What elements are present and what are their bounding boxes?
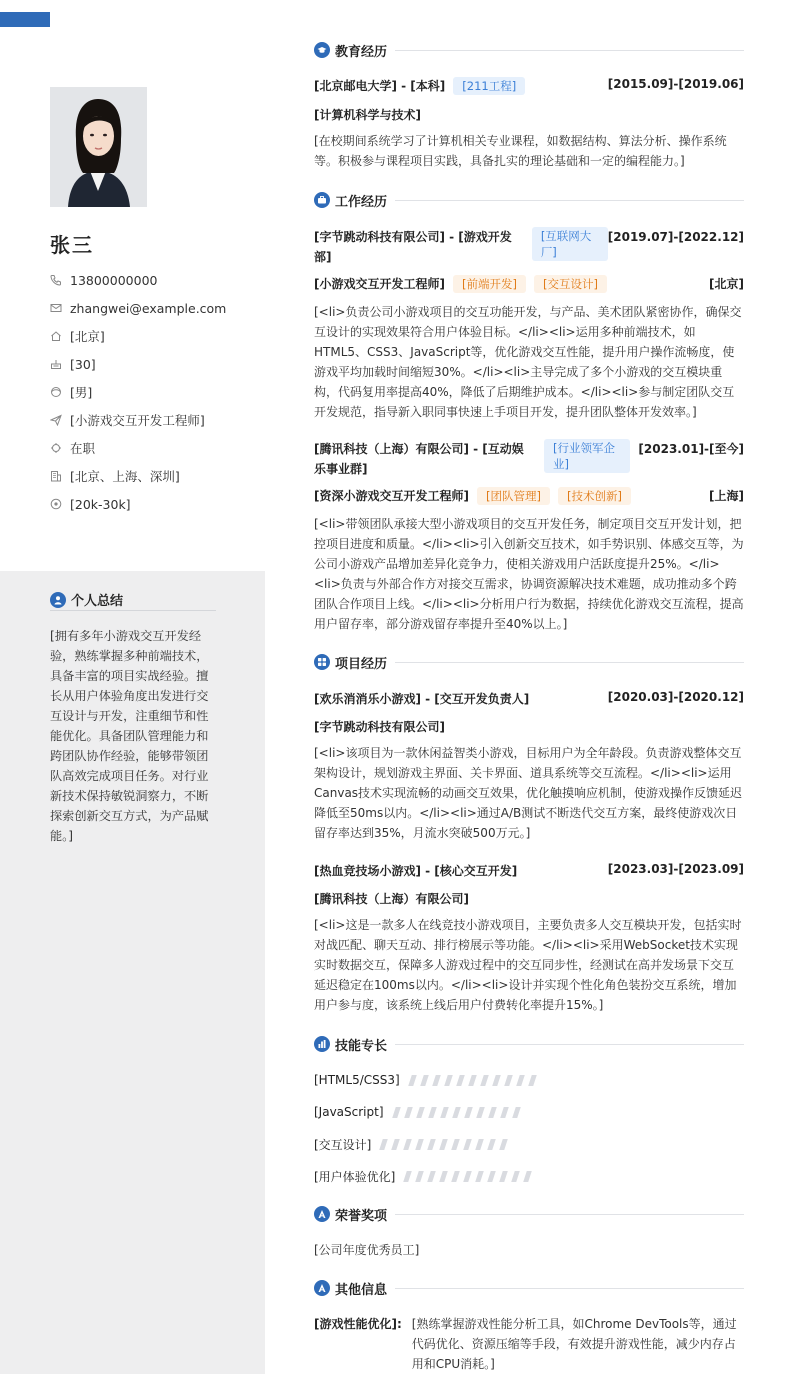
project-1-company: [字节跳动科技有限公司]: [314, 720, 445, 734]
status-value: 在职: [70, 441, 96, 456]
contact-phone: [50, 266, 260, 294]
contact-gender: [50, 378, 260, 406]
job-1-company: [字节跳动科技有限公司] - [游戏开发部]: [314, 230, 512, 264]
expected-cities-value: [北京、上海、深圳]: [70, 469, 180, 484]
summary-text: [拥有多年小游戏交互开发经验，熟练掌握多种前端技术，具备丰富的项目实战经验。擅长从用户体验角度出发进行交互设计与开发，注重细节和性能优化。具备团队管理能力和跨团队协作经验，能够带领团队高效完成项目任务。对行业新技术保持敏锐洞察力，不断探索创新交互方式，为产品赋能。]: [50, 629, 209, 843]
phone-value: 13800000000: [70, 272, 158, 288]
job-1-role-row: [314, 275, 744, 293]
contact-position: [50, 406, 260, 434]
skill-3-name: [交互设计]: [314, 1137, 372, 1152]
projects-title: 项目经历: [335, 656, 388, 672]
job-2-tag: [行业领军企业]: [544, 439, 630, 473]
education-title: 教育经历: [335, 44, 388, 60]
skill-4-level-bars: [405, 1171, 537, 1182]
work-title: 工作经历: [335, 194, 388, 210]
project-2-period: [2023.03]-[2023.09]: [607, 862, 744, 876]
skill-2-level-bars: [394, 1107, 526, 1118]
job-1-tag-1: [前端开发]: [453, 275, 526, 293]
top-accent-bar: [0, 12, 50, 27]
honors-title: 荣誉奖项: [335, 1208, 388, 1224]
contact-age: [50, 350, 260, 378]
skill-3-level-bars: [381, 1139, 513, 1150]
skills-title: 技能专长: [335, 1038, 388, 1054]
grid-icon: [314, 654, 330, 670]
other-heading: [314, 1278, 744, 1298]
education-description: [在校期间系统学习了计算机相关专业课程，如数据结构、算法分析、操作系统等。积极参与课程项目实践，具备扎实的理论基础和一定的编程能力。]: [314, 134, 727, 168]
briefcase-icon: [314, 192, 330, 208]
honors-divider: [395, 1214, 744, 1215]
summary-heading: [50, 589, 216, 611]
education-major: [计算机科学与技术]: [314, 108, 421, 122]
job-1-description: [<li>负责公司小游戏项目的交互功能开发，与产品、美术团队紧密协作，确保交互设计的实现效果符合用户体验目标。</li><li>运用多种前端技术，如HTML5、CSS3、JavaScript等，优化游戏交互性能，提升用户操作流畅度，使游戏平均加载时间缩短30%。</li><li>主导完成了多个小游戏的交互模块重构，代码复用率提高40%，降低了后期维护成本。</li><li>参与制定团队交互开发规范，指导新入职同事快速上手项目开发，提升团队整体开发效率。]: [314, 305, 742, 419]
skill-2-name: [JavaScript]: [314, 1105, 384, 1119]
send-icon: [50, 414, 62, 426]
job-2-header: [314, 439, 744, 479]
other-item-value: [熟练掌握游戏性能分析工具，如Chrome DevTools等，通过代码优化、资源压缩等手段，有效提升游戏性能，减少内存占用和CPU消耗。]: [411, 1317, 737, 1371]
job-1-tag-2: [交互设计]: [534, 275, 607, 293]
bar-chart-icon: [314, 1036, 330, 1052]
education-period: [2015.09]-[2019.06]: [607, 77, 744, 91]
education-row: [314, 77, 744, 95]
city-value: [北京]: [70, 329, 105, 344]
job-1-role: [小游戏交互开发工程师]: [314, 277, 445, 291]
project-1-period: [2020.03]-[2020.12]: [607, 690, 744, 704]
education-heading: [314, 40, 744, 60]
person-icon: [50, 592, 66, 608]
education-tag: [211工程]: [453, 77, 525, 95]
skill-item: [314, 1168, 537, 1184]
profile-photo: [50, 87, 147, 207]
job-2-description: [<li>带领团队承接大型小游戏项目的交互开发任务，制定项目交互开发计划，把控项目进度和质量。</li><li>引入创新交互技术，如手势识别、体感交互等，为公司小游戏产品增加差异化竞争力，使相关游戏用户活跃度提升25%。</li><li>负责与外部合作方对接交互需求，协调资源解决技术难题，成功推动多个跨团队合作项目上线。</li><li>分析用户行为数据，持续优化游戏交互流程，提高用户留存率，部分游戏留存率提升至40%以上。]: [314, 517, 744, 631]
contact-status: [50, 434, 260, 462]
position-value: [小游戏交互开发工程师]: [70, 413, 205, 428]
education-divider: [395, 50, 744, 51]
candidate-name: 张三: [50, 233, 94, 257]
honors-heading: [314, 1204, 744, 1224]
other-item-key: [游戏性能优化]:: [314, 1317, 402, 1331]
skill-item: [314, 1136, 513, 1152]
contact-email: [50, 294, 260, 322]
home-icon: [50, 330, 62, 342]
contact-salary: [50, 490, 260, 518]
project-2-header: [314, 862, 744, 879]
other-divider: [395, 1288, 744, 1289]
job-2-company: [腾讯科技（上海）有限公司] - [互动娱乐事业群]: [314, 442, 524, 476]
age-value: [30]: [70, 356, 96, 372]
project-2-name: [热血竞技场小游戏] - [核心交互开发]: [314, 864, 518, 878]
job-1-tag: [互联网大厂]: [532, 227, 608, 261]
building-icon: [50, 470, 62, 482]
job-2-city: [上海]: [709, 489, 744, 503]
skill-item: [314, 1104, 526, 1120]
job-2-period: [2023.01]-[至今]: [638, 442, 744, 456]
phone-icon: [50, 274, 62, 286]
summary-title: 个人总结: [71, 594, 124, 609]
project-1-description: [<li>该项目为一款休闲益智类小游戏，目标用户为全年龄段。负责游戏整体交互架构设计，规划游戏主界面、关卡界面、道具系统等交互流程。</li><li>运用Canvas技术实现流畅的动画交互效果，优化触摸响应机制，使游戏操作反馈延迟降低至50ms以内。</li><li>通过A/B测试不断迭代交互方案，最终使游戏次日留存率达到35%，月流水突破500万元。]: [314, 746, 743, 840]
email-value: zhangwei@example.com: [70, 300, 227, 316]
salary-value: [20k-30k]: [70, 496, 131, 512]
project-1-header: [314, 690, 744, 707]
info-icon: [314, 1280, 330, 1296]
job-2-tag-1: [团队管理]: [477, 487, 550, 505]
other-title: 其他信息: [335, 1282, 388, 1298]
skill-1-name: [HTML5/CSS3]: [314, 1073, 400, 1087]
job-2-role-row: [314, 487, 744, 505]
mail-icon: [50, 302, 62, 314]
award-icon: [314, 1206, 330, 1222]
job-1-header: [314, 227, 744, 267]
skill-item: [314, 1072, 542, 1088]
skill-1-level-bars: [410, 1075, 542, 1086]
job-2-role: [资深小游戏交互开发工程师]: [314, 489, 469, 503]
other-item: [314, 1314, 744, 1374]
work-divider: [395, 200, 744, 201]
contact-city: [50, 322, 260, 350]
project-2-description: [<li>这是一款多人在线竞技小游戏项目，主要负责多人交互模块开发，包括实时对战匹配、聊天互动、排行榜展示等功能。</li><li>采用WebSocket技术实现实时数据交互，保障多人游戏过程中的交互同步性，经测试在高并发场景下交互延迟稳定在100ms以内。</li><li>设计并实现个性化角色装扮交互系统，增加用户参与度，该系统上线后用户付费转化率提升15%。]: [314, 918, 742, 1012]
gender-icon: [50, 386, 62, 398]
projects-divider: [395, 662, 744, 663]
education-school: [北京邮电大学] - [本科]: [314, 79, 446, 93]
status-icon: [50, 442, 62, 454]
projects-heading: [314, 652, 744, 672]
work-heading: [314, 190, 744, 210]
skill-4-name: [用户体验优化]: [314, 1169, 396, 1184]
cake-icon: [50, 358, 62, 370]
honor-item: [公司年度优秀员工]: [314, 1243, 420, 1257]
job-2-tag-2: [技术创新]: [558, 487, 631, 505]
project-2-company: [腾讯科技（上海）有限公司]: [314, 892, 469, 906]
job-1-city: [北京]: [709, 277, 744, 291]
job-1-period: [2019.07]-[2022.12]: [607, 230, 744, 244]
project-1-name: [欢乐消消乐小游戏] - [交互开发负责人]: [314, 692, 530, 706]
graduation-cap-icon: [314, 42, 330, 58]
contact-info: [50, 266, 260, 518]
contact-expected-cities: [50, 462, 260, 490]
gender-value: [男]: [70, 385, 93, 400]
skills-divider: [395, 1044, 744, 1045]
salary-icon: [50, 498, 62, 510]
skills-heading: [314, 1034, 744, 1054]
